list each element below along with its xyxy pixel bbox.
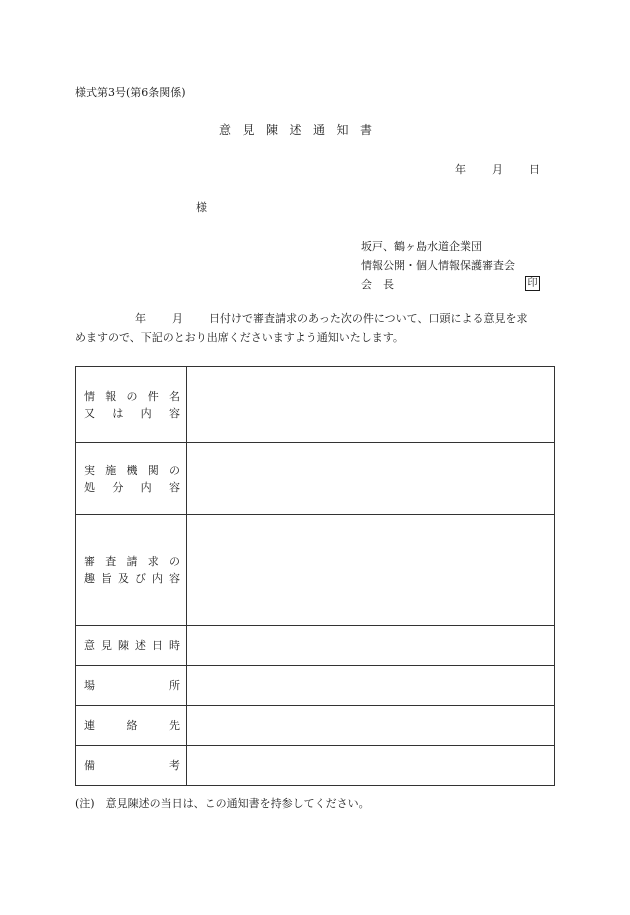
row-label-line: 意 見 陳 述 日 時 <box>84 639 180 652</box>
row-label <box>76 706 187 746</box>
date-day-label: 日 <box>529 163 540 176</box>
seal-mark: 印 <box>525 276 540 291</box>
table-row <box>76 666 555 706</box>
note: (注) 意見陳述の当日は、この通知書を持参してください。 <box>75 797 370 810</box>
date-month-label: 月 <box>492 163 503 176</box>
table-row <box>76 746 555 786</box>
row-label <box>76 443 187 515</box>
document-title: 意見陳述通知書 <box>219 123 384 137</box>
row-label-line: 審 査 請 求 の <box>84 555 180 568</box>
row-label-line: 連 絡 先 <box>84 719 180 732</box>
date-line <box>455 161 540 177</box>
row-label-line: 場 所 <box>84 679 180 692</box>
row-label <box>76 515 187 626</box>
form-table <box>75 366 555 786</box>
table-row <box>76 367 555 443</box>
row-value-field[interactable] <box>187 626 555 666</box>
body-year: 年 <box>135 312 146 325</box>
table-row <box>76 706 555 746</box>
table-row <box>76 626 555 666</box>
row-value-field[interactable] <box>187 746 555 786</box>
row-label-line: 情 報 の 件 名 <box>84 389 180 403</box>
row-label <box>76 626 187 666</box>
body-line-2: めますので、下記のとおり出席くださいますよう通知いたします。 <box>75 331 404 344</box>
body-month: 月 <box>172 312 183 325</box>
row-value-field[interactable] <box>187 706 555 746</box>
row-label-line: 趣 旨 及 び 内 容 <box>84 572 180 585</box>
row-label <box>76 746 187 786</box>
form-number: 様式第3号(第6条関係) <box>75 86 186 99</box>
row-value-field[interactable] <box>187 443 555 515</box>
body-line-1-rest: 日付けで審査請求のあった次の件について、口頭による意見を求 <box>209 312 528 325</box>
row-label <box>76 367 187 443</box>
row-label <box>76 666 187 706</box>
table-row <box>76 515 555 626</box>
row-label-line: 実 施 機 関 の <box>84 463 180 477</box>
date-year-label: 年 <box>455 163 466 176</box>
row-value-field[interactable] <box>187 515 555 626</box>
sender-chair-line <box>361 275 538 294</box>
body-line-1 <box>75 309 527 328</box>
row-label-line: 処 分 内 容 <box>84 480 180 494</box>
sender-chair: 会 長 <box>361 278 394 291</box>
row-value-field[interactable] <box>187 367 555 443</box>
sender-committee: 情報公開・個人情報保護審査会 <box>361 259 515 272</box>
row-value-field[interactable] <box>187 666 555 706</box>
addressee-suffix: 様 <box>196 201 207 214</box>
row-label-line: 又 は 内 容 <box>84 406 180 420</box>
body-text <box>75 309 527 347</box>
sender-organization: 坂戸、鶴ヶ島水道企業団 <box>361 240 482 253</box>
row-label-line: 備 考 <box>84 759 180 772</box>
sender-block <box>361 237 538 294</box>
table-row <box>76 443 555 515</box>
